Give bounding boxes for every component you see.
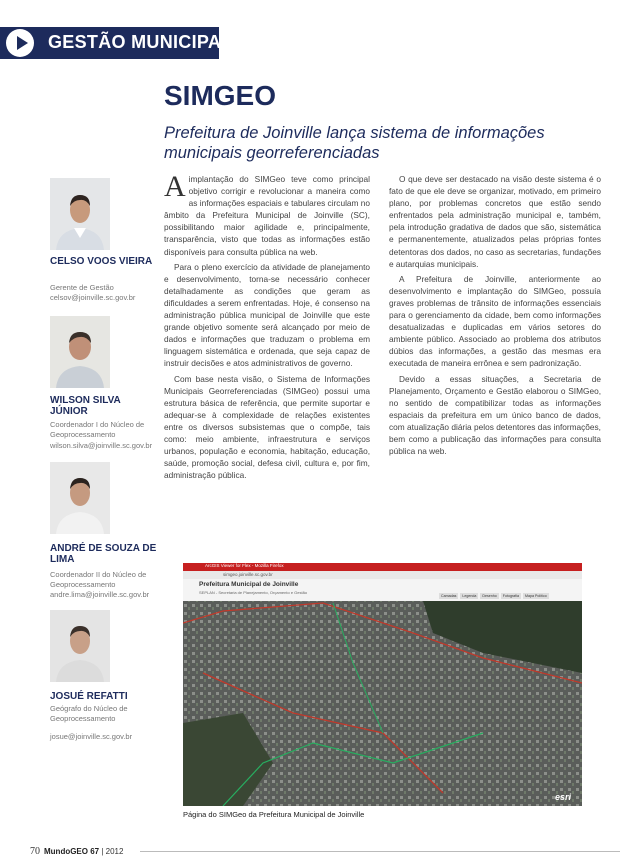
author-name-2: WILSON SILVA JÚNIOR [50, 395, 121, 417]
tab-camadas[interactable]: Camadas [441, 594, 457, 598]
paragraph: O que deve ser destacado na visão deste sistema é o fato de que ele deve se organizar, motivado, em primeiro plano, por problemas concretos que estão sendo enfrentados pela administração municipal e, também, pela introdução gradativa de dados que são, sistemática e permanentemente, atualizados pelas próprias fontes detentoras dos dados, no caso as secretarias, fundações e autarquias municipais. [389, 174, 601, 269]
author-photo-3 [50, 462, 110, 534]
tab-desenho[interactable]: Desenho [482, 594, 497, 598]
paragraph: A Prefeitura de Joinville, anteriormente ao desenvolvimento e implantação do SIMGeo, possuía graves problemas de trânsito de informações essenciais para o gerenciamento da cidade, bem como informações desatualizadas e duplicadas em vários setores do ambiente público. Associado ao problema dos atributos dúbios das informações, a gestão das mesmas era executada de maneira errônea e sem padronização. [389, 273, 601, 369]
section-label: GESTÃO MUNICIPAL [48, 32, 233, 52]
play-triangle [17, 36, 28, 50]
author-name-3: ANDRÉ DE SOUZA DE LIMA [50, 543, 157, 565]
paragraph: Para o pleno exercício da atividade de planejamento e desenvolvimento, torna-se necessário conhecer detalhadamente as condições que geram as dificuldades a serem enfrentadas. Hoje, é consenso na administração pública municipal de Joinville que este grande objetivo somente será alcançado por meio de dados e informações que traduzam o problema em linguagem sistemática e ordenada, que seja capaz de instruir decisões e atos administrativos de governo. [164, 261, 370, 369]
author-photo-1 [50, 178, 110, 250]
figure-caption: Página do SIMGeo da Prefeitura Municipal de Joinville [183, 810, 365, 819]
body-column-1 [164, 170, 370, 484]
author-role-4: Geógrafo do Núcleo de Geoprocessamento [50, 704, 128, 723]
footer-rule [140, 851, 620, 852]
author-name-4: JOSUÉ REFATTI [50, 691, 128, 702]
author-email-1[interactable]: celsov@joinville.sc.gov.br [50, 293, 136, 302]
author-role-1: Gerente de Gestão [50, 283, 114, 292]
browser-url[interactable]: simgeo.joinville.sc.gov.br [223, 572, 273, 577]
article-subtitle: Prefeitura de Joinville lança sistema de informações municipais georreferenciadas [164, 124, 545, 162]
body-column-2 [389, 173, 601, 460]
paragraph: implantação do SIMGeo teve como principal objetivo corrigir e revolucionar a maneira como as informações espaciais e tabulares circulam no âmbito da Prefeitura Municipal de Joinville (SC), possibilitando maior agilidade e, principalmente, transparência, visto que todas as informações estão disponíveis para consulta pública na web. [164, 174, 370, 257]
author-photo-4 [50, 610, 110, 682]
author-email-3[interactable]: andre.lima@joinville.sc.gov.br [50, 590, 150, 599]
author-photo-2 [50, 316, 110, 388]
author-name-1: CELSO VOOS VIEIRA [50, 256, 153, 267]
tab-fotografia[interactable]: Fotografia [502, 594, 519, 598]
year: 2012 [105, 847, 124, 856]
tab-legenda[interactable]: Legenda [462, 594, 477, 598]
tab-mapa-politico[interactable]: Mapa Político [524, 594, 547, 598]
browser-title: ArcGIS Viewer for Flex - Mozilla Firefox [205, 563, 284, 568]
article-title: SIMGEO [164, 80, 277, 111]
magazine-name: MundoGEO 67 [44, 847, 100, 856]
page-number: 70 [30, 846, 40, 857]
app-header-title: Prefeitura Municipal de Joinville [199, 581, 299, 588]
page-footer: 70 MundoGEO 67 | 2012 [30, 846, 124, 857]
author-email-2[interactable]: wilson.silva@joinville.sc.gov.br [50, 441, 153, 450]
app-header-subtitle: SEPLAN - Secretaria de Planejamento, Orçamento e Gestão [199, 590, 308, 595]
simgeo-screenshot [183, 563, 582, 806]
esri-logo: esri [555, 792, 572, 802]
paragraph: Com base nesta visão, o Sistema de Informações Municipais Georreferenciadas (SIMGeo) possui uma estrutura básica de referência, que permite suportar e adequar-se à complexidade de relações existentes entre os diversos subsistemas que o compõe, tais como: meio ambiente, infraestrutura e serviços urbanos, população e economia, habitação, educação, saúde, promoção social, defesa civil, cultura e, por fim, administração pública. [164, 373, 370, 481]
paragraph: Devido a essas situações, a Secretaria de Planejamento, Orçamento e Gestão elaborou o SIMGeo, no sentido de compatibilizar todas as informações espaciais da prefeitura em um único banco de dados, com atualização diária pelos detentores das informações, bem como a publicação das informações para consulta pública na web. [389, 373, 601, 457]
dropcap: A [164, 170, 186, 203]
author-role-2: Coordenador I do Núcleo de Geoprocessamento [50, 420, 145, 439]
map-tabs [439, 593, 549, 599]
author-email-4[interactable]: josue@joinville.sc.gov.br [50, 732, 133, 741]
author-role-3: Coordenador II do Núcleo de Geoprocessamento [50, 570, 147, 589]
